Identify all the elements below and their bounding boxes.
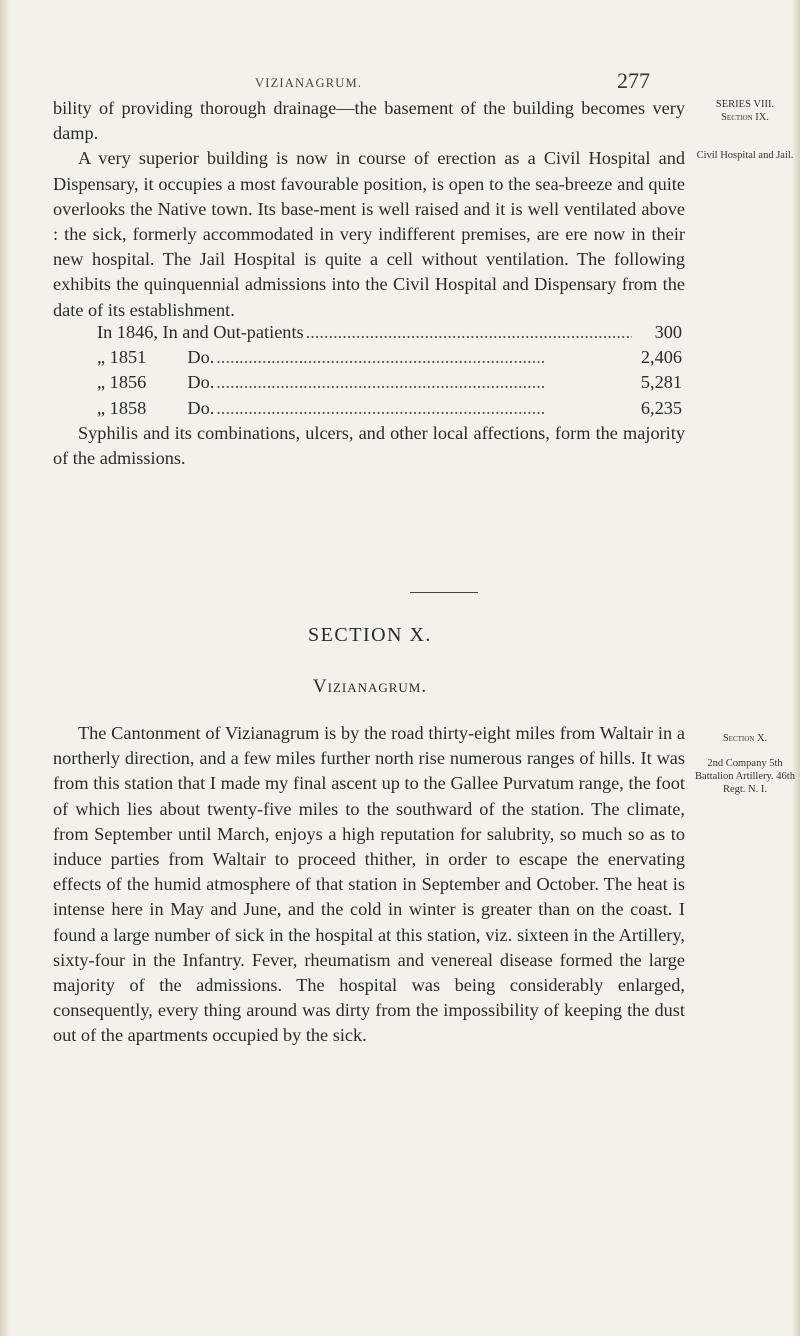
admissions-row <box>97 396 682 421</box>
admissions-count: 6,235 <box>640 397 682 418</box>
paragraph-civil-hospital: A very superior building is now in course of erection as a Civil Hospital and Dispensary, it occupies a most favourable position, is open to the sea-breeze and quite overlooks the Native town. Its base-ment is well raised and it is well ventilated above : the sick, formerly accommodated in very indifferent premises, are ere now in their new hospital. The Jail Hospital is quite a cell without ventilation. The following exhibits the quinquennial admissions into the Civil Hospital and Dispensary from the date of its establishment. <box>53 148 685 320</box>
paragraph-syphilis: Syphilis and its combinations, ulcers, and other local affections, form the majority of the admissions. <box>53 423 685 469</box>
text-block-hospital <box>53 96 685 323</box>
leader-dots <box>214 370 632 395</box>
page-number: 277 <box>617 68 650 93</box>
admissions-year: „ 1856 Do. <box>97 372 215 393</box>
text-block-admissions-note <box>53 421 685 471</box>
admissions-table <box>97 320 682 421</box>
paragraph-cantonment: The Cantonment of Vizianagrum is by the road thirty-eight miles from Waltair in a northerly direction, and a few miles further north rise numerous ranges of hills. It was from this station that I made my final ascent up to the Gallee Purvatum range, the foot of which lies about twenty-five miles to the southward of the station. The climate, from September until March, enjoys a high reputation for salubrity, so much so as to induce parties from Waltair to proceed thither, in order to escape the enervating effects of the humid atmosphere of that station in September and October. The heat is intense here in May and June, and the cold in winter is greater than on the coast. I found a large number of sick in the hospital at this station, viz. sixteen in the Artillery, sixty-four in the Infantry. Fever, rheumatism and venereal disease formed the large majority of the admissions. The hospital was being considerably enlarged, consequently, every thing around was dirty from the impossibility of keeping the dust out of the apartments occupied by the sick. <box>53 723 685 1046</box>
margin-note-series-section: Section IX. <box>721 112 769 123</box>
admissions-year: In 1846, In and Out-patients <box>97 322 304 342</box>
leader-dots <box>214 345 632 370</box>
section-divider <box>410 592 478 593</box>
margin-note-civil-hospital: Civil Hospital and Jail. <box>696 150 794 161</box>
page-left-edge <box>0 0 10 1336</box>
paragraph-drainage: bility of providing thorough drainage—the basement of the building becomes very damp. <box>53 98 685 144</box>
admissions-year: „ 1858 Do. <box>97 397 215 418</box>
admissions-count: 300 <box>654 322 682 342</box>
page-right-edge <box>792 0 800 1336</box>
margin-note-series-label: SERIES VIII. <box>715 99 775 110</box>
leader-dots <box>304 320 632 345</box>
margin-note-series <box>695 98 795 124</box>
admissions-row <box>97 370 682 395</box>
text-block-cantonment <box>53 721 685 1049</box>
admissions-year: „ 1851 Do. <box>97 347 215 368</box>
section-title: SECTION X. <box>308 624 432 646</box>
section-place-heading: Vizianagrum. <box>312 676 428 697</box>
admissions-count: 2,406 <box>640 347 682 368</box>
admissions-count: 5,281 <box>640 372 682 393</box>
margin-note-section-x: Section X. <box>722 733 768 744</box>
admissions-row <box>97 320 682 345</box>
margin-note-units: 2nd Company 5th Battalion Artillery. 46th Regt. N. I. <box>695 758 795 795</box>
leader-dots <box>214 396 632 421</box>
running-head: VIZIANAGRUM. <box>255 76 363 90</box>
admissions-row <box>97 345 682 370</box>
